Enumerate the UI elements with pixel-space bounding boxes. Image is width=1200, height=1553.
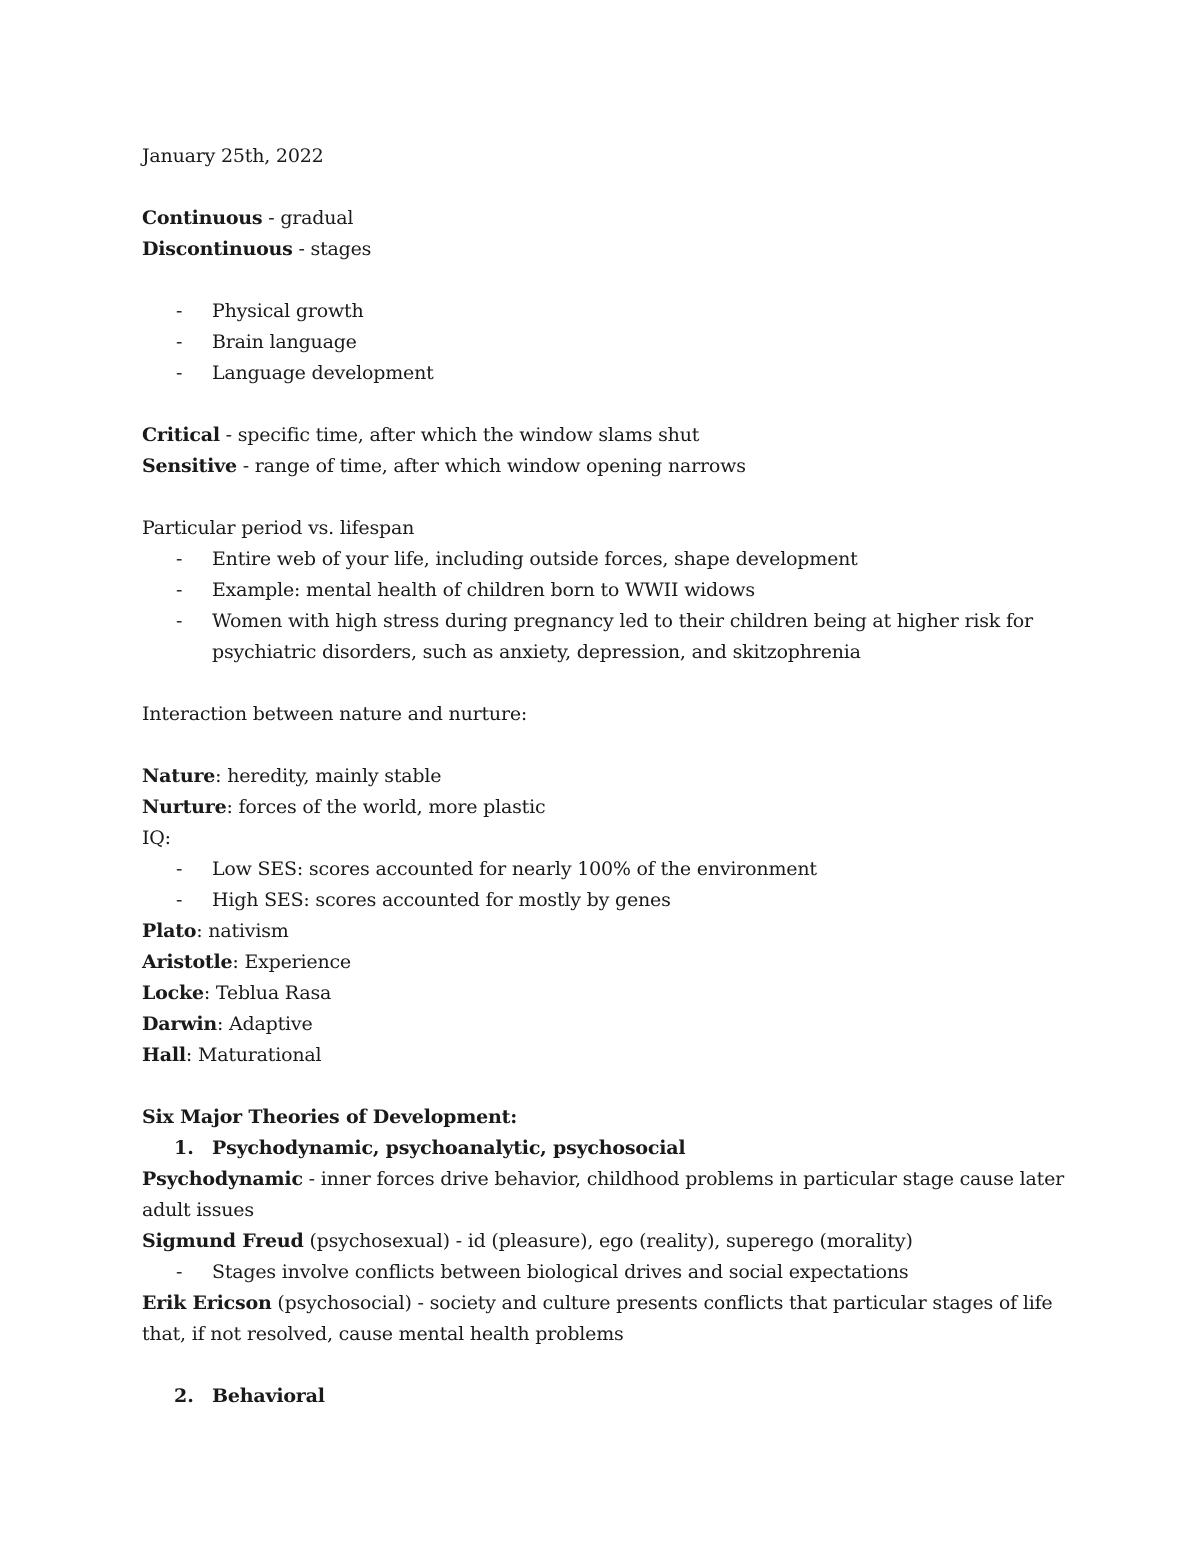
bullet-dash: - bbox=[176, 858, 183, 880]
definition: : heredity, mainly stable bbox=[215, 765, 442, 787]
definition: - range of time, after which window opening narrows bbox=[236, 455, 746, 477]
philosopher-view: : Teblua Rasa bbox=[203, 982, 332, 1004]
definition: - gradual bbox=[262, 207, 354, 229]
philosopher-view: : Maturational bbox=[185, 1044, 322, 1066]
list-item: Example: mental health of children born to WWII widows bbox=[212, 579, 755, 601]
bullet-dash: - bbox=[176, 331, 183, 353]
philosopher-plato bbox=[142, 916, 289, 947]
psychodynamic-definition-continued: adult issues bbox=[142, 1199, 254, 1221]
philosopher-view: : Adaptive bbox=[217, 1013, 313, 1035]
term: Psychodynamic bbox=[142, 1168, 303, 1190]
list-number: 2. bbox=[174, 1385, 194, 1407]
term: Nurture bbox=[142, 796, 227, 818]
theory-item-2: Behavioral bbox=[212, 1385, 325, 1407]
term: Sensitive bbox=[142, 455, 237, 477]
definition: - specific time, after which the window slams shut bbox=[219, 424, 700, 446]
theory-item-1: Psychodynamic, psychoanalytic, psychosocial bbox=[212, 1137, 686, 1159]
bullet-dash: - bbox=[176, 610, 183, 632]
continuous-definition bbox=[142, 203, 353, 234]
bullet-dash: - bbox=[176, 362, 183, 384]
philosopher-name: Darwin bbox=[142, 1013, 217, 1035]
lifespan-heading: Particular period vs. lifespan bbox=[142, 517, 415, 539]
list-item: Language development bbox=[212, 362, 434, 384]
list-item: High SES: scores accounted for mostly by genes bbox=[212, 889, 671, 911]
philosopher-view: : nativism bbox=[196, 920, 289, 942]
list-item: Women with high stress during pregnancy led to their children being at higher risk for bbox=[212, 610, 1033, 632]
discontinuous-definition bbox=[142, 234, 371, 265]
erikson-definition-continued: that, if not resolved, cause mental health problems bbox=[142, 1323, 624, 1345]
list-item: Stages involve conflicts between biological drives and social expectations bbox=[212, 1261, 909, 1283]
bullet-dash: - bbox=[176, 889, 183, 911]
definition: (psychosexual) - id (pleasure), ego (reality), superego (morality) bbox=[303, 1230, 913, 1252]
philosopher-name: Hall bbox=[142, 1044, 186, 1066]
philosopher-locke bbox=[142, 978, 331, 1009]
term: Critical bbox=[142, 424, 220, 446]
philosopher-aristotle bbox=[142, 947, 351, 978]
term: Erik Ericson bbox=[142, 1292, 272, 1314]
philosopher-hall bbox=[142, 1040, 321, 1071]
philosopher-name: Plato bbox=[142, 920, 197, 942]
nature-definition bbox=[142, 761, 441, 792]
sensitive-definition bbox=[142, 451, 746, 482]
date-line: January 25th, 2022 bbox=[142, 145, 324, 167]
list-number: 1. bbox=[174, 1137, 194, 1159]
bullet-dash: - bbox=[176, 579, 183, 601]
freud-definition bbox=[142, 1226, 913, 1257]
list-item: Entire web of your life, including outside forces, shape development bbox=[212, 548, 858, 570]
philosopher-name: Locke bbox=[142, 982, 204, 1004]
term: Sigmund Freud bbox=[142, 1230, 304, 1252]
psychodynamic-definition bbox=[142, 1164, 1064, 1195]
bullet-dash: - bbox=[176, 300, 183, 322]
list-item: Brain language bbox=[212, 331, 357, 353]
list-item: Physical growth bbox=[212, 300, 364, 322]
philosopher-darwin bbox=[142, 1009, 313, 1040]
bullet-dash: - bbox=[176, 1261, 183, 1283]
bullet-dash: - bbox=[176, 548, 183, 570]
theories-heading: Six Major Theories of Development: bbox=[142, 1106, 518, 1128]
nature-nurture-heading: Interaction between nature and nurture: bbox=[142, 703, 528, 725]
definition: - inner forces drive behavior, childhood problems in particular stage cause later bbox=[302, 1168, 1064, 1190]
definition: : forces of the world, more plastic bbox=[226, 796, 546, 818]
nurture-definition bbox=[142, 792, 545, 823]
list-item-continuation: psychiatric disorders, such as anxiety, depression, and skitzophrenia bbox=[212, 641, 861, 663]
philosopher-name: Aristotle bbox=[142, 951, 233, 973]
list-item: Low SES: scores accounted for nearly 100% of the environment bbox=[212, 858, 817, 880]
critical-definition bbox=[142, 420, 699, 451]
term: Discontinuous bbox=[142, 238, 293, 260]
erikson-definition bbox=[142, 1288, 1052, 1319]
iq-label: IQ: bbox=[142, 827, 171, 849]
definition: - stages bbox=[292, 238, 372, 260]
term: Nature bbox=[142, 765, 216, 787]
philosopher-view: : Experience bbox=[232, 951, 351, 973]
term: Continuous bbox=[142, 207, 263, 229]
definition: (psychosocial) - society and culture presents conflicts that particular stages of life bbox=[271, 1292, 1053, 1314]
